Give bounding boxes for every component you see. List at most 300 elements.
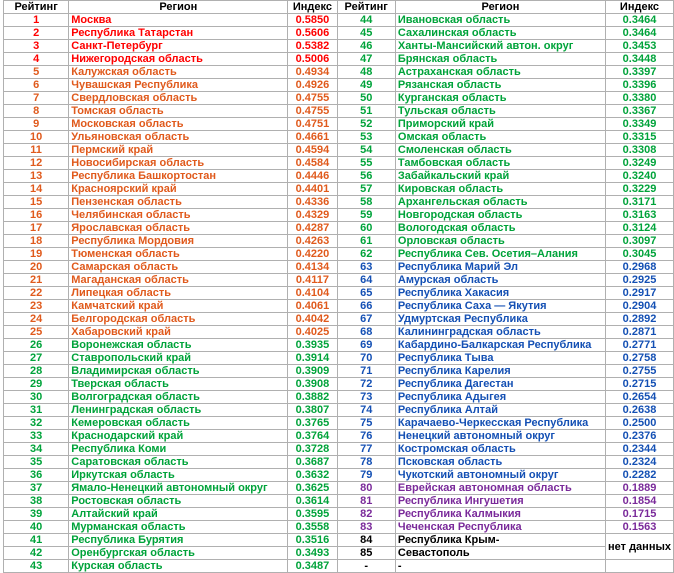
region-cell: Новосибирская область [69,157,288,170]
rank-cell: 61 [337,235,395,248]
region-cell: Пермский край [69,144,288,157]
rank-cell: 3 [4,40,69,53]
region-cell: Ярославская область [69,222,288,235]
region-cell: Кемеровская область [69,417,288,430]
region-cell: Рязанская область [395,79,605,92]
region-cell: Тюменская область [69,248,288,261]
rank-cell: 73 [337,391,395,404]
rank-cell: 46 [337,40,395,53]
table-row [4,417,674,430]
rank-cell: 4 [4,53,69,66]
rank-cell: 84 [337,534,395,547]
index-cell [606,560,674,573]
region-cell: Чувашская Республика [69,79,288,92]
region-cell: Магаданская область [69,274,288,287]
region-cell: Оренбургская область [69,547,288,560]
header-row [4,1,674,14]
rank-cell: 25 [4,326,69,339]
rank-cell: 6 [4,79,69,92]
header-region-right: Регион [395,1,605,14]
rank-cell: 24 [4,313,69,326]
table-row [4,495,674,508]
rank-cell: 10 [4,131,69,144]
region-cell: Ставропольский край [69,352,288,365]
table-row [4,118,674,131]
index-cell: 0.3625 [288,482,337,495]
table-row [4,40,674,53]
index-cell: 0.3349 [606,118,674,131]
region-cell: Орловская область [395,235,605,248]
index-cell: 0.4220 [288,248,337,261]
rank-cell: 53 [337,131,395,144]
table-row [4,27,674,40]
region-cell: Пензенская область [69,196,288,209]
no-data-cell: нет данных [606,534,674,560]
region-cell: Кабардино-Балкарская Республика [395,339,605,352]
region-cell: Республика Башкортостан [69,170,288,183]
rank-cell: 29 [4,378,69,391]
region-cell: Республика Бурятия [69,534,288,547]
index-cell: 0.3728 [288,443,337,456]
region-cell: Курганская область [395,92,605,105]
index-cell: 0.2654 [606,391,674,404]
index-cell: 0.3453 [606,40,674,53]
rank-cell: 8 [4,105,69,118]
index-cell: 0.1563 [606,521,674,534]
index-cell: 0.3097 [606,235,674,248]
region-cell: Ростовская область [69,495,288,508]
region-cell: Республика Алтай [395,404,605,417]
rank-cell: 70 [337,352,395,365]
rank-cell: 38 [4,495,69,508]
table-row [4,560,674,573]
table-row [4,469,674,482]
region-cell: Брянская область [395,53,605,66]
rank-cell: 34 [4,443,69,456]
region-cell: Тульская область [395,105,605,118]
rank-cell: 37 [4,482,69,495]
index-cell: 0.2758 [606,352,674,365]
index-cell: 0.3882 [288,391,337,404]
region-cell: Саратовская область [69,456,288,469]
index-cell: 0.2871 [606,326,674,339]
rank-cell: 17 [4,222,69,235]
index-cell: 0.3240 [606,170,674,183]
region-cell: Томская область [69,105,288,118]
index-cell: 0.2715 [606,378,674,391]
table-row [4,105,674,118]
index-cell: 0.3935 [288,339,337,352]
table-row [4,248,674,261]
rank-cell: 15 [4,196,69,209]
region-cell: Камчатский край [69,300,288,313]
rank-cell: 85 [337,547,395,560]
rank-cell: 68 [337,326,395,339]
index-cell: 0.3687 [288,456,337,469]
header-rank-left: Рейтинг [4,1,69,14]
region-cell: Алтайский край [69,508,288,521]
index-cell: 0.3595 [288,508,337,521]
index-cell: 0.3632 [288,469,337,482]
region-cell: Ямало-Ненецкий автономный округ [69,482,288,495]
table-body [4,14,674,573]
table-row [4,456,674,469]
index-cell: 0.4104 [288,287,337,300]
index-cell: 0.2892 [606,313,674,326]
rank-cell: 42 [4,547,69,560]
table-row [4,313,674,326]
region-cell: Республика Карелия [395,365,605,378]
region-cell: Сахалинская область [395,27,605,40]
table-row [4,404,674,417]
rank-cell: 2 [4,27,69,40]
region-cell: Чеченская Республика [395,521,605,534]
region-cell: Тверская область [69,378,288,391]
index-cell: 0.3487 [288,560,337,573]
index-cell: 0.4926 [288,79,337,92]
region-cell: Костромская область [395,443,605,456]
table-row [4,547,674,560]
table-row [4,326,674,339]
index-cell: 0.5606 [288,27,337,40]
rank-cell: 16 [4,209,69,222]
region-cell: Еврейская автономная область [395,482,605,495]
rank-cell: 66 [337,300,395,313]
rank-cell: 78 [337,456,395,469]
rank-cell: 52 [337,118,395,131]
rank-cell: 33 [4,430,69,443]
rank-cell: 18 [4,235,69,248]
index-cell: 0.3914 [288,352,337,365]
index-cell: 0.4446 [288,170,337,183]
table-row [4,261,674,274]
index-cell: 0.4755 [288,92,337,105]
rank-cell: 21 [4,274,69,287]
region-cell: Ульяновская область [69,131,288,144]
region-cell: Амурская область [395,274,605,287]
index-cell: 0.3464 [606,27,674,40]
rank-cell: 71 [337,365,395,378]
rank-cell: 58 [337,196,395,209]
index-cell: 0.2968 [606,261,674,274]
table-row [4,66,674,79]
table-row [4,14,674,27]
rank-cell: 69 [337,339,395,352]
table-row [4,378,674,391]
region-cell: Тамбовская область [395,157,605,170]
region-cell: Вологодская область [395,222,605,235]
index-cell: 0.2755 [606,365,674,378]
region-cell: Республика Марий Эл [395,261,605,274]
index-cell: 0.3045 [606,248,674,261]
rank-cell: 35 [4,456,69,469]
rank-cell: 45 [337,27,395,40]
region-cell: Московская область [69,118,288,131]
rank-cell: 19 [4,248,69,261]
region-cell: Красноярский край [69,183,288,196]
table-row [4,339,674,352]
table-row [4,482,674,495]
index-cell: 0.3558 [288,521,337,534]
index-cell: 0.3807 [288,404,337,417]
region-cell: Республика Сев. Осетия–Алания [395,248,605,261]
table-row [4,365,674,378]
index-cell: 0.4661 [288,131,337,144]
index-cell: 0.3614 [288,495,337,508]
rank-cell: 27 [4,352,69,365]
index-cell: 0.4117 [288,274,337,287]
index-cell: 0.2904 [606,300,674,313]
table-row [4,79,674,92]
index-cell: 0.4263 [288,235,337,248]
index-cell: 0.3163 [606,209,674,222]
index-cell: 0.3765 [288,417,337,430]
region-cell: Республика Коми [69,443,288,456]
region-cell: Омская область [395,131,605,144]
index-cell: 0.2638 [606,404,674,417]
region-cell: Ханты-Мансийский автон. округ [395,40,605,53]
index-cell: 0.3464 [606,14,674,27]
table-row [4,430,674,443]
table-row [4,170,674,183]
table-row [4,235,674,248]
rank-cell: 56 [337,170,395,183]
index-cell: 0.1715 [606,508,674,521]
rank-cell: 40 [4,521,69,534]
rank-cell: 65 [337,287,395,300]
rank-cell: 75 [337,417,395,430]
index-cell: 0.4755 [288,105,337,118]
region-cell: Воронежская область [69,339,288,352]
index-cell: 0.3124 [606,222,674,235]
index-cell: 0.3516 [288,534,337,547]
rank-cell: 83 [337,521,395,534]
header-index-right: Индекс [606,1,674,14]
region-cell: Республика Дагестан [395,378,605,391]
region-cell: Чукотский автономный округ [395,469,605,482]
region-cell: Мурманская область [69,521,288,534]
rank-cell: 72 [337,378,395,391]
rank-cell: 55 [337,157,395,170]
header-region-left: Регион [69,1,288,14]
region-cell: Москва [69,14,288,27]
region-cell: Волгоградская область [69,391,288,404]
table-row [4,222,674,235]
region-cell: - [395,560,605,573]
index-cell: 0.3367 [606,105,674,118]
index-cell: 0.4594 [288,144,337,157]
rank-cell: 13 [4,170,69,183]
table-row [4,209,674,222]
table-row [4,287,674,300]
region-cell: Кировская область [395,183,605,196]
index-cell: 0.4061 [288,300,337,313]
region-cell: Астраханская область [395,66,605,79]
rank-cell: 59 [337,209,395,222]
index-cell: 0.4584 [288,157,337,170]
rank-cell: 49 [337,79,395,92]
table-row [4,352,674,365]
index-cell: 0.3171 [606,196,674,209]
rank-cell: 51 [337,105,395,118]
header-rank-right: Рейтинг [337,1,395,14]
index-cell: 0.2376 [606,430,674,443]
region-cell: Самарская область [69,261,288,274]
rank-cell: 48 [337,66,395,79]
rank-cell: 11 [4,144,69,157]
regional-rating-table [3,0,674,573]
rank-cell: 9 [4,118,69,131]
rank-cell: 28 [4,365,69,378]
rank-cell: 79 [337,469,395,482]
region-cell: Белгородская область [69,313,288,326]
region-cell: Краснодарский край [69,430,288,443]
index-cell: 0.3493 [288,547,337,560]
table-row [4,157,674,170]
index-cell: 0.2324 [606,456,674,469]
index-cell: 0.4134 [288,261,337,274]
region-cell: Удмуртская Республика [395,313,605,326]
rank-cell: 23 [4,300,69,313]
rank-cell: 43 [4,560,69,573]
index-cell: 0.2282 [606,469,674,482]
index-cell: 0.3308 [606,144,674,157]
index-cell: 0.3396 [606,79,674,92]
region-cell: Владимирская область [69,365,288,378]
index-cell: 0.3315 [606,131,674,144]
rank-cell: 14 [4,183,69,196]
region-cell: Забайкальский край [395,170,605,183]
index-cell: 0.4287 [288,222,337,235]
table-row [4,196,674,209]
rank-cell: 36 [4,469,69,482]
region-cell: Севастополь [395,547,605,560]
table-row [4,274,674,287]
region-cell: Курская область [69,560,288,573]
rank-cell: 76 [337,430,395,443]
rank-cell: 63 [337,261,395,274]
region-cell: Псковская область [395,456,605,469]
rank-cell: 57 [337,183,395,196]
index-cell: 0.4025 [288,326,337,339]
index-cell: 0.2344 [606,443,674,456]
rank-cell: 20 [4,261,69,274]
region-cell: Республика Хакасия [395,287,605,300]
index-cell: 0.3380 [606,92,674,105]
index-cell: 0.3909 [288,365,337,378]
region-cell: Нижегородская область [69,53,288,66]
region-cell: Санкт-Петербург [69,40,288,53]
index-cell: 0.1854 [606,495,674,508]
index-cell: 0.2500 [606,417,674,430]
region-cell: Новгородская область [395,209,605,222]
region-cell: Республика Крым- [395,534,605,547]
table-row [4,131,674,144]
table-row [4,144,674,157]
region-cell: Свердловская область [69,92,288,105]
index-cell: 0.4336 [288,196,337,209]
region-cell: Ненецкий автономный округ [395,430,605,443]
region-cell: Республика Адыгея [395,391,605,404]
index-cell: 0.3229 [606,183,674,196]
index-cell: 0.2925 [606,274,674,287]
index-cell: 0.5006 [288,53,337,66]
rank-cell: 81 [337,495,395,508]
rank-cell: 77 [337,443,395,456]
region-cell: Ленинградская область [69,404,288,417]
region-cell: Архангельская область [395,196,605,209]
header-index-left: Индекс [288,1,337,14]
region-cell: Иркутская область [69,469,288,482]
table-row [4,508,674,521]
index-cell: 0.4042 [288,313,337,326]
region-cell: Карачаево-Черкесская Республика [395,417,605,430]
rank-cell: 7 [4,92,69,105]
index-cell: 0.3908 [288,378,337,391]
region-cell: Ивановская область [395,14,605,27]
region-cell: Республика Мордовия [69,235,288,248]
region-cell: Хабаровский край [69,326,288,339]
region-cell: Челябинская область [69,209,288,222]
rank-cell: 5 [4,66,69,79]
rank-cell: 64 [337,274,395,287]
region-cell: Калужская область [69,66,288,79]
rank-cell: 62 [337,248,395,261]
index-cell: 0.5850 [288,14,337,27]
region-cell: Липецкая область [69,287,288,300]
table-row [4,183,674,196]
rank-cell: 54 [337,144,395,157]
rank-cell: 80 [337,482,395,495]
table-row [4,92,674,105]
rank-cell: - [337,560,395,573]
table-row [4,391,674,404]
rank-cell: 74 [337,404,395,417]
index-cell: 0.3249 [606,157,674,170]
region-cell: Республика Калмыкия [395,508,605,521]
index-cell: 0.5382 [288,40,337,53]
rank-cell: 1 [4,14,69,27]
index-cell: 0.1889 [606,482,674,495]
rank-cell: 39 [4,508,69,521]
rank-cell: 41 [4,534,69,547]
rank-cell: 67 [337,313,395,326]
rank-cell: 12 [4,157,69,170]
region-cell: Смоленская область [395,144,605,157]
index-cell: 0.4401 [288,183,337,196]
table-row [4,534,674,547]
rank-cell: 82 [337,508,395,521]
table-row [4,53,674,66]
table-row [4,443,674,456]
table-row [4,521,674,534]
index-cell: 0.3764 [288,430,337,443]
index-cell: 0.4934 [288,66,337,79]
index-cell: 0.4751 [288,118,337,131]
table-row [4,300,674,313]
region-cell: Республика Ингушетия [395,495,605,508]
rank-cell: 22 [4,287,69,300]
index-cell: 0.2771 [606,339,674,352]
rank-cell: 30 [4,391,69,404]
index-cell: 0.3397 [606,66,674,79]
index-cell: 0.3448 [606,53,674,66]
region-cell: Республика Тыва [395,352,605,365]
rank-cell: 26 [4,339,69,352]
rank-cell: 50 [337,92,395,105]
region-cell: Республика Татарстан [69,27,288,40]
rank-cell: 47 [337,53,395,66]
